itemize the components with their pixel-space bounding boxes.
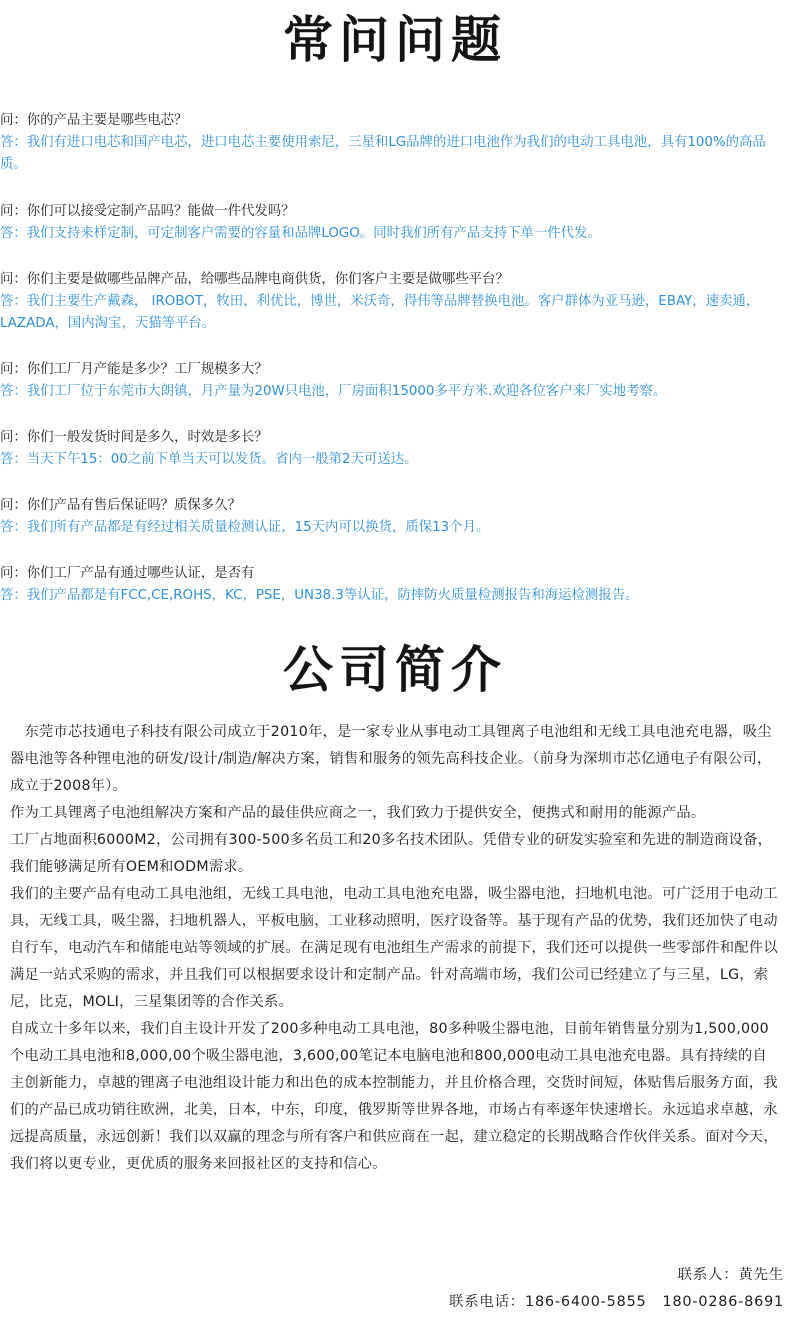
contact-phone xyxy=(449,1290,784,1311)
phone-secondary: 180-0286-8691 xyxy=(662,1294,784,1310)
intro-paragraph: 作为工具锂离子电池组解决方案和产品的最佳供应商之一，我们致力于提供安全，便携式和耐用的能源产品。 xyxy=(10,805,706,821)
faq-answer: 答：我们产品都是有FCC,CE,ROHS，KC，PSE，UN38.3等认证，防摔防火质量检测报告和海运检测报告。 xyxy=(0,588,639,603)
faq-answer: 答：我们所有产品都是有经过相关质量检测认证，15天内可以换货，质保13个月。 xyxy=(0,520,490,535)
faq-question: 问：你们工厂产品有通过哪些认证，是否有 xyxy=(0,566,255,581)
intro-paragraph: 自成立十多年以来，我们自主设计开发了200多种电动工具电池，80多种吸尘器电池，目前年销售量分别为1,500,000个电动工具电池和8,000,00个吸尘器电池，3,600,00笔记本电脑电池和800,000电动工具电池充电器。具有持续的自主创新能力，卓越的锂离子电池组设计能力和出色的成本控制能力，并且价格合理，交货时间短，体贴售后服务方面，我们的产品已成功销往欧洲，北美，日本，中东，印度，俄罗斯等世界各地，市场占有率逐年快速增长。永远追求卓越，永远提高质量，永远创新！我们以双赢的理念与所有客户和供应商在一起，建立稳定的长期战略合作伙伴关系。面对今天，我们将以更专业，更优质的服务来回报社区的支持和信心。 xyxy=(10,1021,778,1172)
faq-answer: 答：我们支持来样定制，可定制客户需要的容量和品牌LOGO。同时我们所有产品支持下单一件代发。 xyxy=(0,226,601,241)
faq-item xyxy=(0,110,790,176)
faq-question: 问：你们工厂月产能是多少？工厂规模多大？ xyxy=(0,362,268,377)
faq-question: 问：你的产品主要是哪些电芯？ xyxy=(0,113,188,128)
faq-item xyxy=(0,563,790,607)
contact-person: 联系人：黄先生 xyxy=(677,1267,784,1283)
phone-primary: 联系电话：186-6400-5855 xyxy=(449,1294,647,1310)
faq-question: 问：你们可以接受定制产品吗？能做一件代发吗？ xyxy=(0,204,295,219)
faq-answer: 答：我们主要生产戴森， IROBOT，牧田，利优比，博世，米沃奇，得伟等品牌替换电池。客户群体为亚马逊，EBAY，速卖通，LAZADA，国内淘宝，天猫等平台。 xyxy=(0,294,760,331)
intro-paragraph: 东莞市芯技通电子科技有限公司成立于2010年，是一家专业从事电动工具锂离子电池组和无线工具电池充电器，吸尘器电池等各种锂电池的研发/设计/制造/解决方案，销售和服务的领先高科技企业。（前身为深圳市芯亿通电子有限公司，成立于2008年）。 xyxy=(10,724,772,794)
faq-item xyxy=(0,201,790,245)
faq-item xyxy=(0,495,790,539)
company-intro xyxy=(10,719,780,1178)
intro-paragraph: 我们的主要产品有电动工具电池组，无线工具电池，电动工具电池充电器，吸尘器电池，扫地机电池。可广泛用于电动工具，无线工具，吸尘器，扫地机器人，平板电脑，工业移动照明，医疗设备等。基于现有产品的优势，我们还加快了电动自行车，电动汽车和储能电站等领域的扩展。在满足现有电池组生产需求的前提下，我们还可以提供一些零部件和配件以满足一站式采购的需求，并且我们可以根据要求设计和定制产品。针对高端市场，我们公司已经建立了与三星，LG，索尼，比克，MOLI，三星集团等的合作关系。 xyxy=(10,886,778,1010)
faq-answer: 答：当天下午15：00之前下单当天可以发货。省内一般第2天可送达。 xyxy=(0,452,418,467)
about-title: 公司简介 xyxy=(283,641,507,699)
faq-answer: 答：我们有进口电芯和国产电芯，进口电芯主要使用索尼，三星和LG品牌的进口电池作为我们的电动工具电池，具有100%的高品质。 xyxy=(0,135,766,172)
faq-item xyxy=(0,427,790,471)
faq-answer: 答：我们工厂位于东莞市大朗镇，月产量为20W只电池，厂房面积15000多平方米.欢迎各位客户来厂实地考察。 xyxy=(0,384,667,399)
faq-item xyxy=(0,359,790,403)
faq-question: 问：你们产品有售后保证吗？质保多久？ xyxy=(0,498,242,513)
faq-question: 问：你们一般发货时间是多久，时效是多长？ xyxy=(0,430,268,445)
faq-question: 问：你们主要是做哪些品牌产品，给哪些品牌电商供货，你们客户主要是做哪些平台？ xyxy=(0,272,509,287)
faq-title: 常问问题 xyxy=(283,11,507,69)
intro-paragraph: 工厂占地面积6000M2，公司拥有300-500多名员工和20多名技术团队。凭借专业的研发实验室和先进的制造商设备，我们能够满足所有OEM和ODM需求。 xyxy=(10,832,773,875)
faq-item xyxy=(0,269,790,335)
